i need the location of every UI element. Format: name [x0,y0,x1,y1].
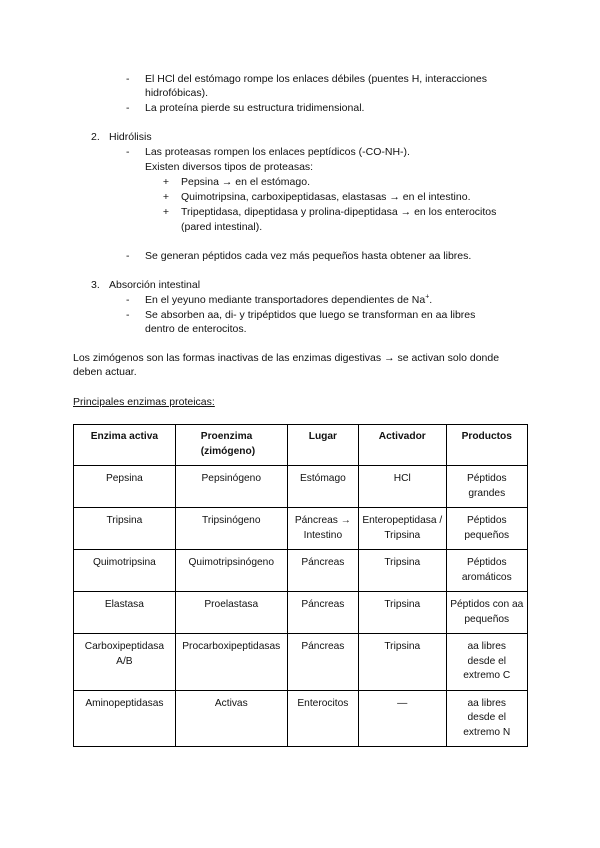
zymogen-paragraph-line2: deben actuar. [73,366,137,378]
superscript-plus: + [425,293,430,301]
table-cell: Quimotripsina [74,550,176,592]
table-cell: Péptidos grandes [446,466,527,508]
table-cell: Páncreas → Intestino [287,508,358,550]
step2-sub3: Tripeptidasa, dipeptidasa y prolina-dipeptidasa → en los enterocitos [181,206,497,218]
protein-structure-text: La proteína pierde su estructura tridimensional. [145,102,365,114]
table-row [74,634,528,691]
table-cell: aa libres desde el extremo N [446,690,527,747]
header-productos: Productos [446,425,527,466]
step2-line2: Existen diversos tipos de proteasas: [145,161,314,173]
table-header-row [74,425,528,466]
table-cell: Páncreas [287,550,358,592]
table-cell: Páncreas [287,634,358,691]
table-cell: HCl [359,466,447,508]
step2-final: Se generan péptidos cada vez más pequeños hasta obtener aa libres. [145,250,472,262]
hcl-text-line2: hidrofóbicas). [145,87,209,99]
table-cell: — [359,690,447,747]
table-cell: Péptidos aromáticos [446,550,527,592]
table-cell: Tripsina [359,634,447,691]
table-cell: Tripsina [359,550,447,592]
table-cell: Páncreas [287,592,358,634]
table-cell: Activas [175,690,287,747]
table-cell: Péptidos con aa pequeños [446,592,527,634]
step2-sub1: Pepsina → en el estómago. [181,176,310,188]
table-cell: Carboxipeptidasa A/B [74,634,176,691]
bullet-dash: - [126,250,130,262]
step2-sub3-cont: (pared intestinal). [181,221,263,233]
table-cell: Pepsina [74,466,176,508]
table-cell: Enterocitos [287,690,358,747]
step3-number: 3. [91,279,100,291]
table-row [74,550,528,592]
step3-line2b: dentro de enterocitos. [145,323,247,335]
table-cell: Enteropeptidasa / Tripsina [359,508,447,550]
table-row [74,592,528,634]
step3-title: Absorción intestinal [109,279,201,291]
header-proenzima: Proenzima (zimógeno) [175,425,287,466]
zymogen-paragraph-line1: Los zimógenos son las formas inactivas de las enzimas digestivas → se activan solo donde [73,352,500,364]
bullet-dash: - [126,294,130,306]
header-enzima: Enzima activa [74,425,176,466]
table-cell: Estómago [287,466,358,508]
header-lugar: Lugar [287,425,358,466]
step2-line1: Las proteasas rompen los enlaces peptídicos (-CO-NH-). [145,146,410,158]
hcl-text-line1: El HCl del estómago rompe los enlaces débiles (puentes H, interacciones [145,73,488,85]
table-cell: aa libres desde el extremo C [446,634,527,691]
table-cell: Quimotripsinógeno [175,550,287,592]
table-row [74,466,528,508]
table-cell: Tripsinógeno [175,508,287,550]
enzyme-table [73,424,528,747]
step2-title: Hidrólisis [109,131,152,143]
table-row [74,690,528,747]
table-cell: Elastasa [74,592,176,634]
table-title: Principales enzimas proteicas: [73,396,215,408]
step3-line2a: Se absorben aa, di- y tripéptidos que luego se transforman en aa libres [145,309,476,321]
bullet-plus: + [162,206,170,218]
table-cell: Proelastasa [175,592,287,634]
bullet-plus: + [162,191,170,203]
bullet-dash: - [126,73,130,85]
step2-number: 2. [91,131,100,143]
step2-sub2: Quimotripsina, carboxipeptidasas, elastasas → en el intestino. [181,191,471,203]
bullet-dash: - [126,309,130,321]
table-row [74,508,528,550]
table-cell: Péptidos pequeños [446,508,527,550]
step3-line1: En el yeyuno mediante transportadores dependientes de Na+. [145,293,433,306]
header-activador: Activador [359,425,447,466]
table-cell: Tripsina [74,508,176,550]
bullet-plus: + [162,176,170,188]
bullet-dash: - [126,102,130,114]
table-cell: Tripsina [359,592,447,634]
bullet-dash: - [126,146,130,158]
table-cell: Pepsinógeno [175,466,287,508]
table-cell: Aminopeptidasas [74,690,176,747]
table-cell: Procarboxipeptidasas [175,634,287,691]
